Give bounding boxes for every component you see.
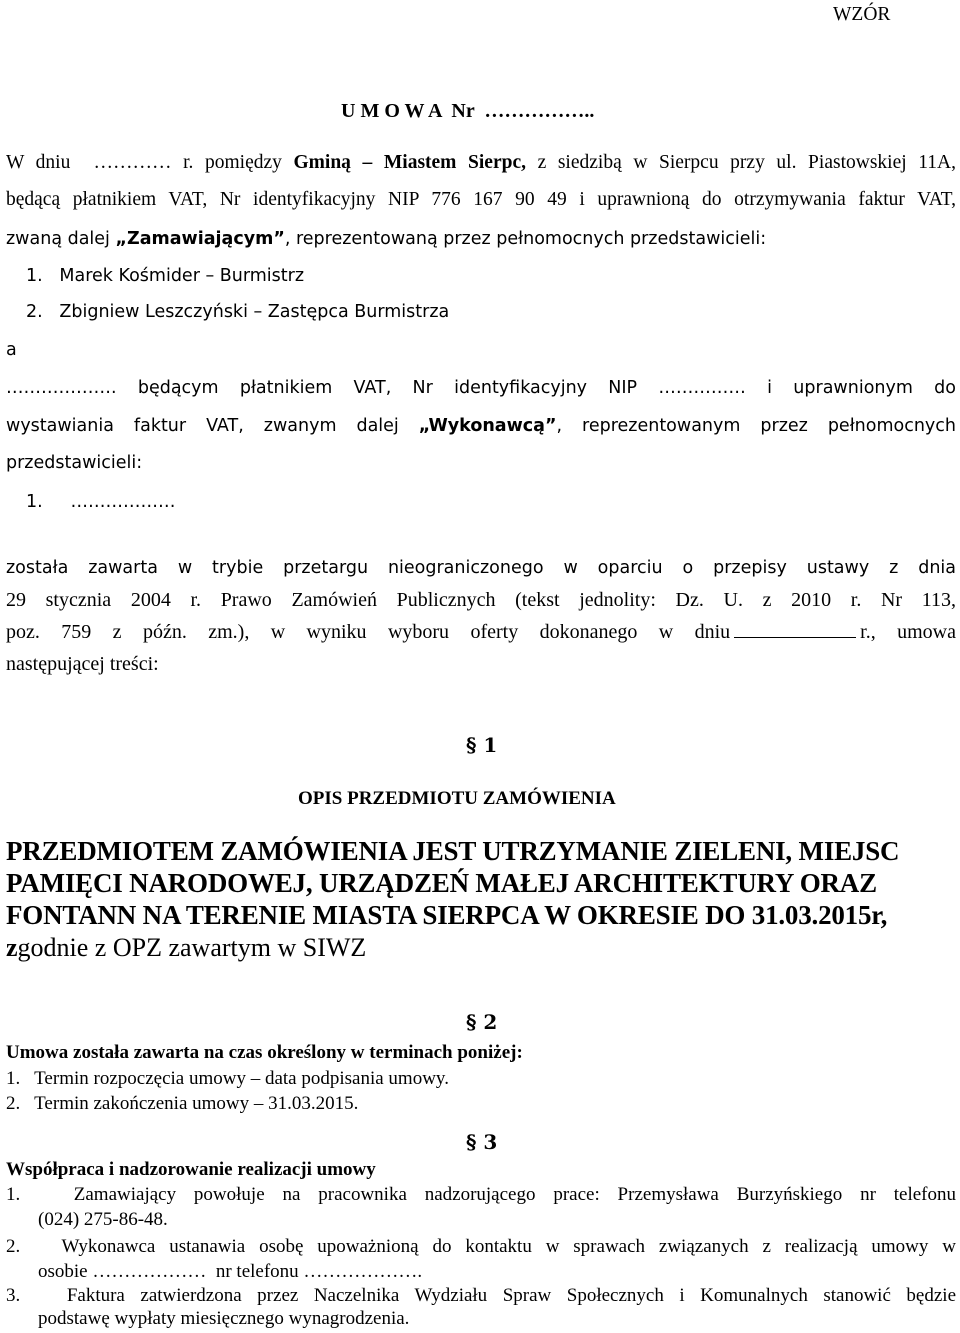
contractor-line-2: wystawiania faktur VAT, zwanym dalej „Wykonawcą”, reprezentowanym przez pełnomocnych	[6, 416, 957, 436]
document-title: U M O W A Nr ……………..	[341, 100, 595, 122]
section-3-item-3-line-1: 3. Faktura zatwierdzona przez Naczelnika Wydziału Spraw Społecznych i Komunalnych stanowić będzie	[6, 1285, 956, 1306]
section-2-title: Umowa została zawarta na czas określony w terminach poniżej:	[6, 1042, 523, 1063]
section-2-item-2: 2. Termin zakończenia umowy – 31.03.2015.	[6, 1093, 359, 1114]
wzor-label: WZÓR	[833, 4, 891, 25]
section-3-title: Współpraca i nadzorowanie realizacji umowy	[6, 1159, 376, 1180]
representative-1: 1. Marek Kośmider – Burmistrz	[26, 266, 305, 286]
representative-2: 2. Zbigniew Leszczyński – Zastępca Burmistrza	[26, 302, 450, 322]
intro-line-3: zwaną dalej „Zamawiającym”, reprezentowaną przez pełnomocnych przedstawicieli:	[6, 229, 767, 249]
contractor-line-3: przedstawicieli:	[6, 453, 143, 473]
conjunction-a: a	[6, 340, 17, 360]
section-3-item-3-line-2: podstawę wypłaty miesięcznego wynagrodzenia.	[38, 1308, 410, 1329]
date-blank-line	[734, 619, 856, 638]
section-1-heading: § 1	[466, 733, 498, 757]
subject-line-4: zgodnie z OPZ zawartym w SIWZ	[6, 933, 367, 962]
intro-line-2: będącą płatnikiem VAT, Nr identyfikacyjny NIP 776 167 90 49 i uprawnioną do otrzymywania faktur VAT,	[6, 189, 956, 210]
subject-line-2: PAMIĘCI NARODOWEJ, URZĄDZEŃ MAŁEJ ARCHITEKTURY ORAZ	[6, 868, 877, 898]
section-3-item-1-line-2: (024) 275-86-48.	[38, 1209, 168, 1230]
section-1-title: OPIS PRZEDMIOTU ZAMÓWIENIA	[298, 788, 616, 809]
procedure-line-1: została zawarta w trybie przetargu nieograniczonego w oparciu o przepisy ustawy z dnia	[6, 558, 956, 578]
section-2-heading: § 2	[466, 1010, 498, 1034]
section-3-item-2-line-2: osobie ……………… nr telefonu ……………….	[38, 1261, 423, 1282]
subject-line-3: FONTANN NA TERENIE MIASTA SIERPCA W OKRESIE DO 31.03.2015r,	[6, 900, 888, 930]
section-2-item-1: 1. Termin rozpoczęcia umowy – data podpisania umowy.	[6, 1068, 449, 1089]
contractor-representative-1: 1. ………………	[26, 492, 176, 512]
subject-line-1: PRZEDMIOTEM ZAMÓWIENIA JEST UTRZYMANIE ZIELENI, MIEJSC	[6, 836, 900, 866]
section-3-item-2-line-1: 2. Wykonawca ustanawia osobę upoważnioną do kontaktu w sprawach związanych z realizacją umowy w	[6, 1236, 956, 1257]
section-3-item-1-line-1: 1. Zamawiający powołuje na pracownika nadzorującego prace: Przemysława Burzyńskiego nr telefonu	[6, 1184, 956, 1205]
intro-line-1: W dniu ………… r. pomiędzy Gminą – Miastem Sierpc, z siedzibą w Sierpcu przy ul. Piastowskiej 11A,	[6, 152, 956, 173]
contractor-line-1: ………………. będącym płatnikiem VAT, Nr identyfikacyjny NIP …………… i uprawnionym do	[6, 378, 956, 398]
procedure-line-3: poz. 759 z późn. zm.), w wyniku wyboru oferty dokonanego w dniu r., umowa	[6, 621, 957, 643]
procedure-line-2: 29 stycznia 2004 r. Prawo Zamówień Publicznych (tekst jednolity: Dz. U. z 2010 r. Nr 113,	[6, 589, 956, 611]
section-3-heading: § 3	[466, 1130, 498, 1154]
procedure-line-4: następującej treści:	[6, 653, 159, 675]
